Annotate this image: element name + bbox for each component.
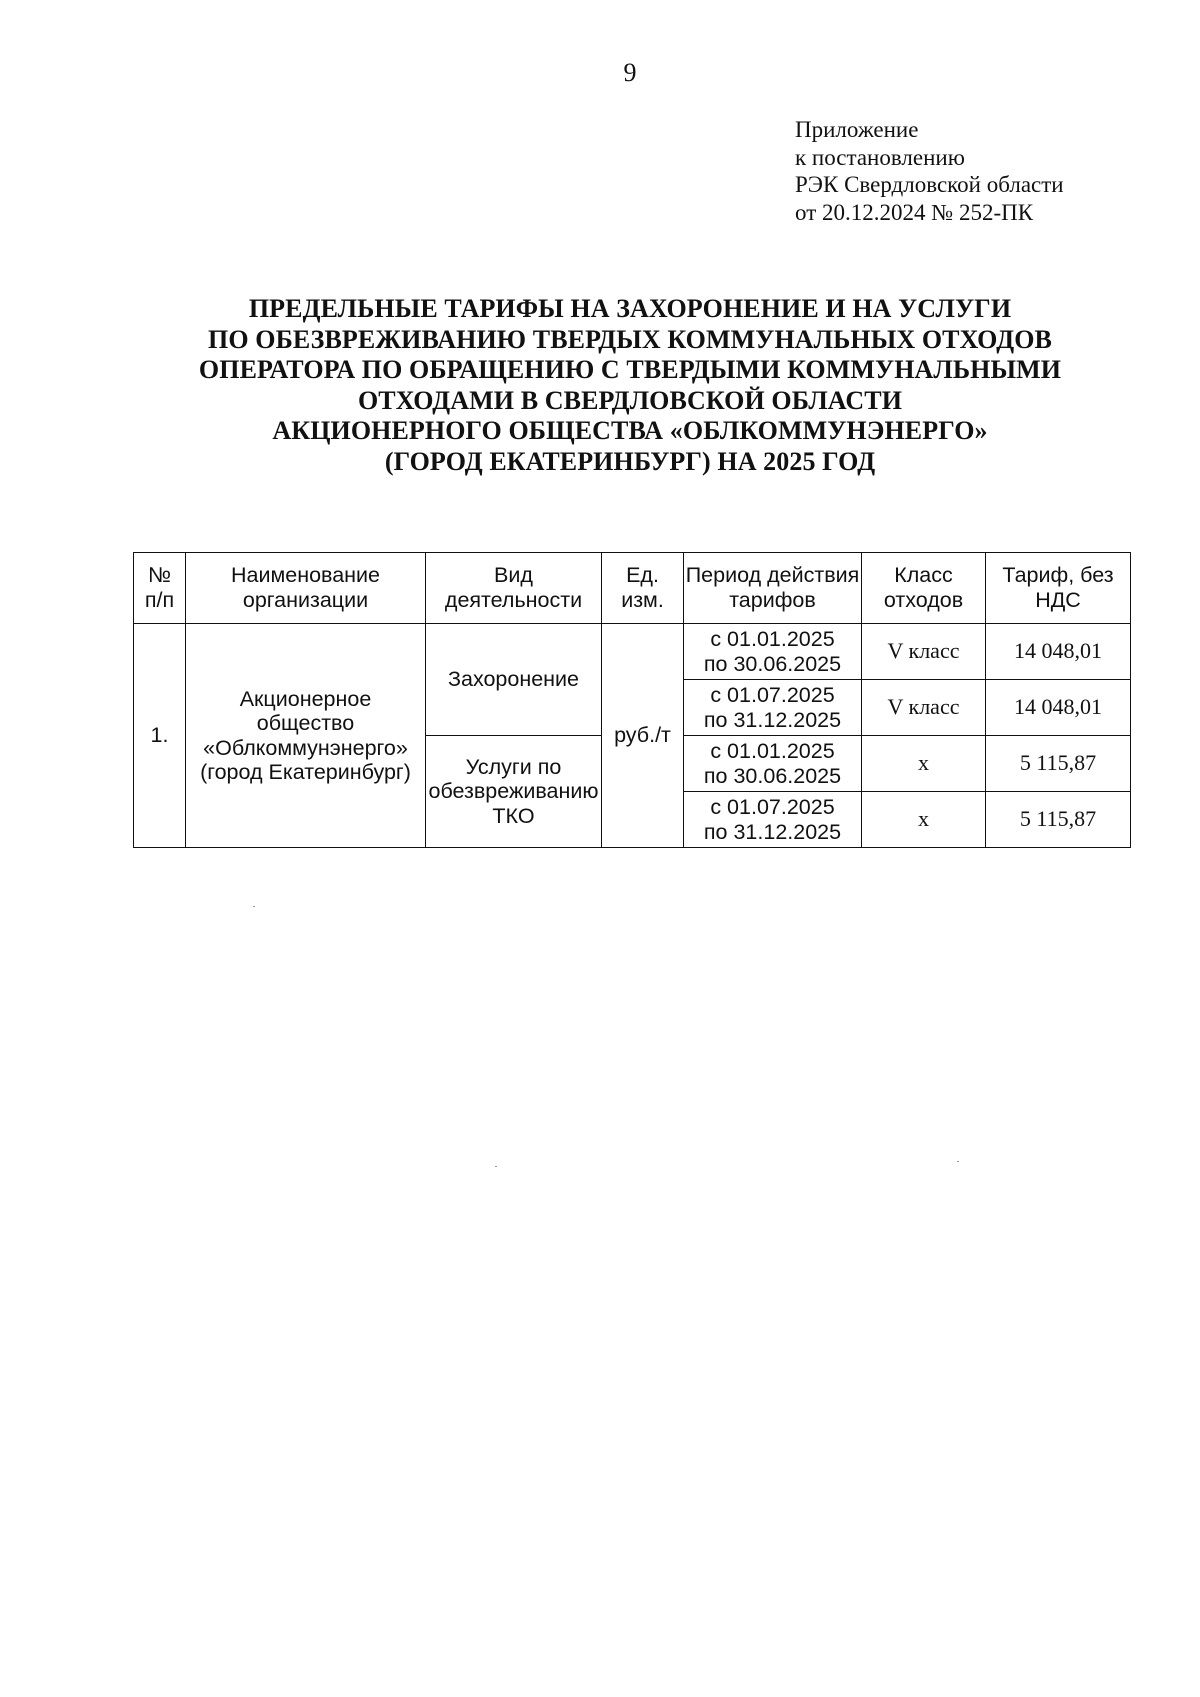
scan-speck: [253, 906, 255, 907]
title-line: ОТХОДАМИ В СВЕРДЛОВСКОЙ ОБЛАСТИ: [357, 385, 903, 415]
table-row: [134, 624, 1131, 680]
unit-of-measure: руб./т: [602, 624, 684, 848]
header-waste-class: Класс отходов: [862, 553, 986, 624]
activity-burial: Захоронение: [426, 624, 602, 736]
header-number: № п/п: [134, 553, 186, 624]
appendix-line: от 20.12.2024 № 252-ПК: [795, 199, 1034, 225]
header-period: Период действия тарифов: [684, 553, 862, 624]
title-line: (ГОРОД ЕКАТЕРИНБУРГ) НА 2025 ГОД: [384, 446, 876, 476]
appendix-reference: [795, 116, 1064, 226]
title-line: ПРЕДЕЛЬНЫЕ ТАРИФЫ НА ЗАХОРОНЕНИЕ И НА УСЛУГИ: [248, 294, 1012, 323]
tariff-value-cell: 14 048,01: [986, 624, 1131, 680]
document-title: [80, 294, 1180, 477]
tariff-table: [133, 552, 1131, 848]
appendix-line: к постановлению: [795, 144, 965, 170]
scan-speck: [957, 1161, 959, 1162]
table-header-row: [134, 553, 1131, 624]
header-organization: Наименование организации: [186, 553, 426, 624]
tariff-value-cell: 5 115,87: [986, 792, 1131, 848]
period-cell: с 01.01.2025 по 30.06.2025: [684, 736, 862, 792]
period-cell: с 01.07.2025 по 31.12.2025: [684, 680, 862, 736]
header-activity: Вид деятельности: [426, 553, 602, 624]
waste-class-cell: х: [862, 736, 986, 792]
tariff-value-cell: 14 048,01: [986, 680, 1131, 736]
header-unit: Ед. изм.: [602, 553, 684, 624]
appendix-line: Приложение: [795, 117, 919, 142]
period-cell: с 01.01.2025 по 30.06.2025: [684, 624, 862, 680]
tariff-value-cell: 5 115,87: [986, 736, 1131, 792]
page-number: 9: [623, 58, 637, 87]
title-line: АКЦИОНЕРНОГО ОБЩЕСТВА «ОБЛКОММУНЭНЕРГО»: [272, 416, 988, 445]
title-line: ОПЕРАТОРА ПО ОБРАЩЕНИЮ С ТВЕРДЫМИ КОММУНАЛЬНЫМИ: [198, 355, 1062, 384]
appendix-line: РЭК Свердловской области: [795, 172, 1064, 197]
period-cell: с 01.07.2025 по 31.12.2025: [684, 792, 862, 848]
activity-neutralization: Услуги по обезвреживанию ТКО: [426, 736, 602, 848]
scan-speck: [495, 1166, 497, 1167]
waste-class-cell: V класс: [862, 624, 986, 680]
title-line: ПО ОБЕЗВРЕЖИВАНИЮ ТВЕРДЫХ КОММУНАЛЬНЫХ ОТХОДОВ: [208, 324, 1052, 354]
organization-name: Акционерное общество «Облкоммунэнерго» (город Екатеринбург): [186, 624, 426, 848]
row-number: 1.: [134, 624, 186, 848]
header-tariff: Тариф, без НДС: [986, 553, 1131, 624]
waste-class-cell: х: [862, 792, 986, 848]
waste-class-cell: V класс: [862, 680, 986, 736]
